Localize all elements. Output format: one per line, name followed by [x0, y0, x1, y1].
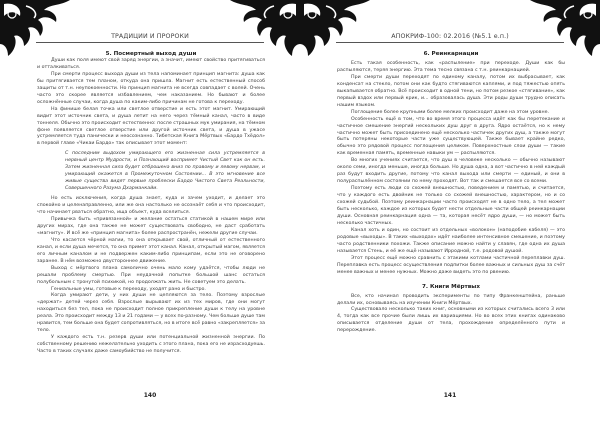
paragraph: Канал хоть и один, но состоит из отдельных «волокон» (наподобие кабеля) — это родовые «выходы». В таких «выходах» идёт наиболее интенсивное смешение, и поэтому часто родственники похожи. Также описание можно найти у славян, где одна их душа называется Стень, и её же ещё называют Ирродной, т.е. родовой душой. — [337, 227, 565, 254]
paragraph: Есть такая особенность, как «распыление» при переходе. Души как бы распыляются, теряя энергию. Эта тема тесно связана с т.н. реинкарнацией. — [337, 61, 565, 73]
header-rule — [36, 42, 264, 43]
section-title: 5. Посмертный выход души — [105, 51, 197, 57]
page-body — [37, 49, 265, 356]
paragraph: Поглощение более крупными более мелких происходит даже на этом уровне. — [351, 109, 550, 115]
running-head: АПОКРИФ-100: 02.2016 (№5.1 е.п.) — [391, 33, 509, 40]
running-head: ТРАДИЦИИ И ПРОРОКИ — [111, 33, 189, 40]
paragraph: Этот процесс ещё можно сравнить с этакими котлами частичной переплавки душ. Переплавка есть процесс осуществления подпитки более важных и сильных душ за счёт менее важных и менее нужных. Можно даже видеть это по рвению. — [337, 255, 565, 275]
page-number: 141 — [443, 392, 457, 399]
paragraph: Привычка быть «привязанной» и желание остаться статикой в нашем мире или других мирах, где она также не может существовать свободно, не даст сработать «магниту». И всё же «принцип магнита» более распространён, нежели другие случаи. — [37, 216, 265, 236]
paragraph: Когда умирают дети, у них души не цепляются за тело. Поэтому взрослые «держат» детей через себя. Взрослые вырывают их из тех миров, где они могут находиться без тел, пока не происходит полное прикрепление души к телу на уровне реала. Это происходит между 13 и 21 годами — у всех по-разному. Чем больше душе там нравится, тем больше она будет сопротивляться, но в итоге всё равно «закрепляется» за тело. — [37, 293, 265, 334]
paragraph: При смерти процесс выхода души из тела напоминает принцип магнита: душа как бы притягивается тем планом, откуда она пришла. Магнит есть естественный способ защиты от т.н. неупокоенности. Но принцип магнита не всегда совпадает с волей. Очень часто это скорее является избавлением, чем наказанием. Но бывают и более осложнённые случаи, когда душа по каким-либо причинам не готова к переходу. — [37, 71, 265, 105]
paragraph: Особенность ещё в том, что во время этого процесса идёт как бы перетекание и частичное смешение энергий нескольких душ друг в друга. Ядро остаётся, но к нему частично может быть присоединено ещё несколько частичек других душ, а также могут быть потеряны некоторые части уже существующей. Также бывает крайне редко, обычно это рядовой процесс поглощения целиком. Поверхностные слои души — такие как временная память, временные навыки ум — распыляются. — [337, 116, 565, 157]
section-title: 6. Реинкарнации — [423, 51, 479, 57]
quote: С последним выдохом умирающего его жизненная сила устремляется в нервный центр Мудрости, и Познающий воспримет Чистый Свет как он есть. Затем жизненная сила будет отброшена вниз по правому и левому нервам, и умирающий окажется в Промежуточном Состоянии... В это мгновение все живые существа видят первые проблески Бардо Чистого Света Реальности, Совершенного Разума Дхарманкайи. — [65, 151, 265, 192]
paragraph: Но есть исключения, когда душа знает, куда и зачем уходит, и делает это спокойно и целенаправленно, или же она настолько не осознаёт себя и что происходит, что начинает рваться обратно, ища объект, куда вселиться. — [37, 196, 265, 216]
right-page — [300, 0, 600, 424]
section-title: 7. Книги Мёртвых — [422, 283, 480, 290]
paragraph: На финише белая точка или светлое отверстие и есть этот магнит. Умирающий видит этот источник света, и душа летит на него через тёмный канал, часто в виде тоннеля. Обычно это происходит естественно: после страшных мук умирания, на тёмном фоне появляется светлое отверстие или другой источник света, и душа в ужасе устремляется туда панически и неосознанно. Тибетская Книга Мёртвых «Бардо Тхёдол» в первой главе «Чикаи Бардо» так описывает этот момент: — [37, 106, 265, 147]
page-number: 140 — [143, 392, 157, 399]
paragraph: При смерти души переходят по единому каналу, потом их выбрасывает, как конденсат на стекло, потом они как будто стягиваются каплями, и под тяжестью опять выкапывается обратно. Всё происходит в одной тени, но потом резкое «стягивание», как первый вздох или первый крик, и... образовалась душа. Эти роды души трудно описать нашим языком. — [337, 74, 565, 108]
paragraph: Выход с мёртвого плана самолично очень мало кому удаётся, чтобы люди не решали проблему смертью. При неудачной попытке большой шанс остаться полубольным с тронутой психикой, но продолжать жить. Не советуем это делать. — [37, 265, 265, 285]
paragraph: Все, кто начинал проводить эксперименты по типу Франкенштейна, раньше делали их, основываясь на изучении Книги Мёртвых. — [337, 293, 565, 306]
paragraph: Гениальные умы, готовые к переходу, уходят рано и быстро. — [51, 286, 206, 292]
paragraph: Поэтому есть люди со схожей внешностью, поведением и памятью, и считается, что у каждого есть двойник не только со схожей внешностью, характером, но и со схожей судьбой. Поэтому реинкарнации часто происходят не в одно тело, а тел может быть несколько, каждое из которых будет нести отдельные части общей реинкарнации души. Основная реинкарнация одна — та, которая несёт ядро души, — но может быть несколько частичных. — [337, 186, 565, 226]
paragraph: Души как поля имеют свой заряд энергии, а значит, имеют свойство притягиваться и отталкиваться. — [37, 58, 265, 70]
paragraph: Во многих учениях считается, что душ в человеке несколько — обычно называют около семи, иногда меньше, иногда больше. Но душа одна, а вот частично в ней каждый раз будут входить другие, потому что канал выхода или смерти — единый, и они в полураспылённом состоянии по нему проходят. Вот так и смешается все со всеми. — [337, 158, 565, 185]
page-body — [337, 49, 565, 335]
paragraph: Что касается чёрной магии, то она открывает свой, отличный от естественного канал, и если душа мечется, то она примет этот канал. Канал, открытый магом, является его личным каналом и не подвержен каким-либо принципам, если это не оговорено заранее. В нём возможно двустороннее движение. — [37, 237, 265, 264]
paragraph: У каждого есть т.н. резерв души или потенциальной жизненной энергии. По собственному решению нежелательно уходить с этого плана, пока его не израсходуешь. Часто в таких случаях даже самоубийство не получится. — [37, 335, 265, 355]
header-rule — [336, 42, 564, 43]
paragraph: Существовало несколько таких книг, основными из которых считались всего 3 или 4, тогда как все прочие были лишь их вариациями. Но во всех этих книгах одинаково описывается отделение души от тела, прохождение определённого пути и перерождение. — [337, 307, 565, 334]
